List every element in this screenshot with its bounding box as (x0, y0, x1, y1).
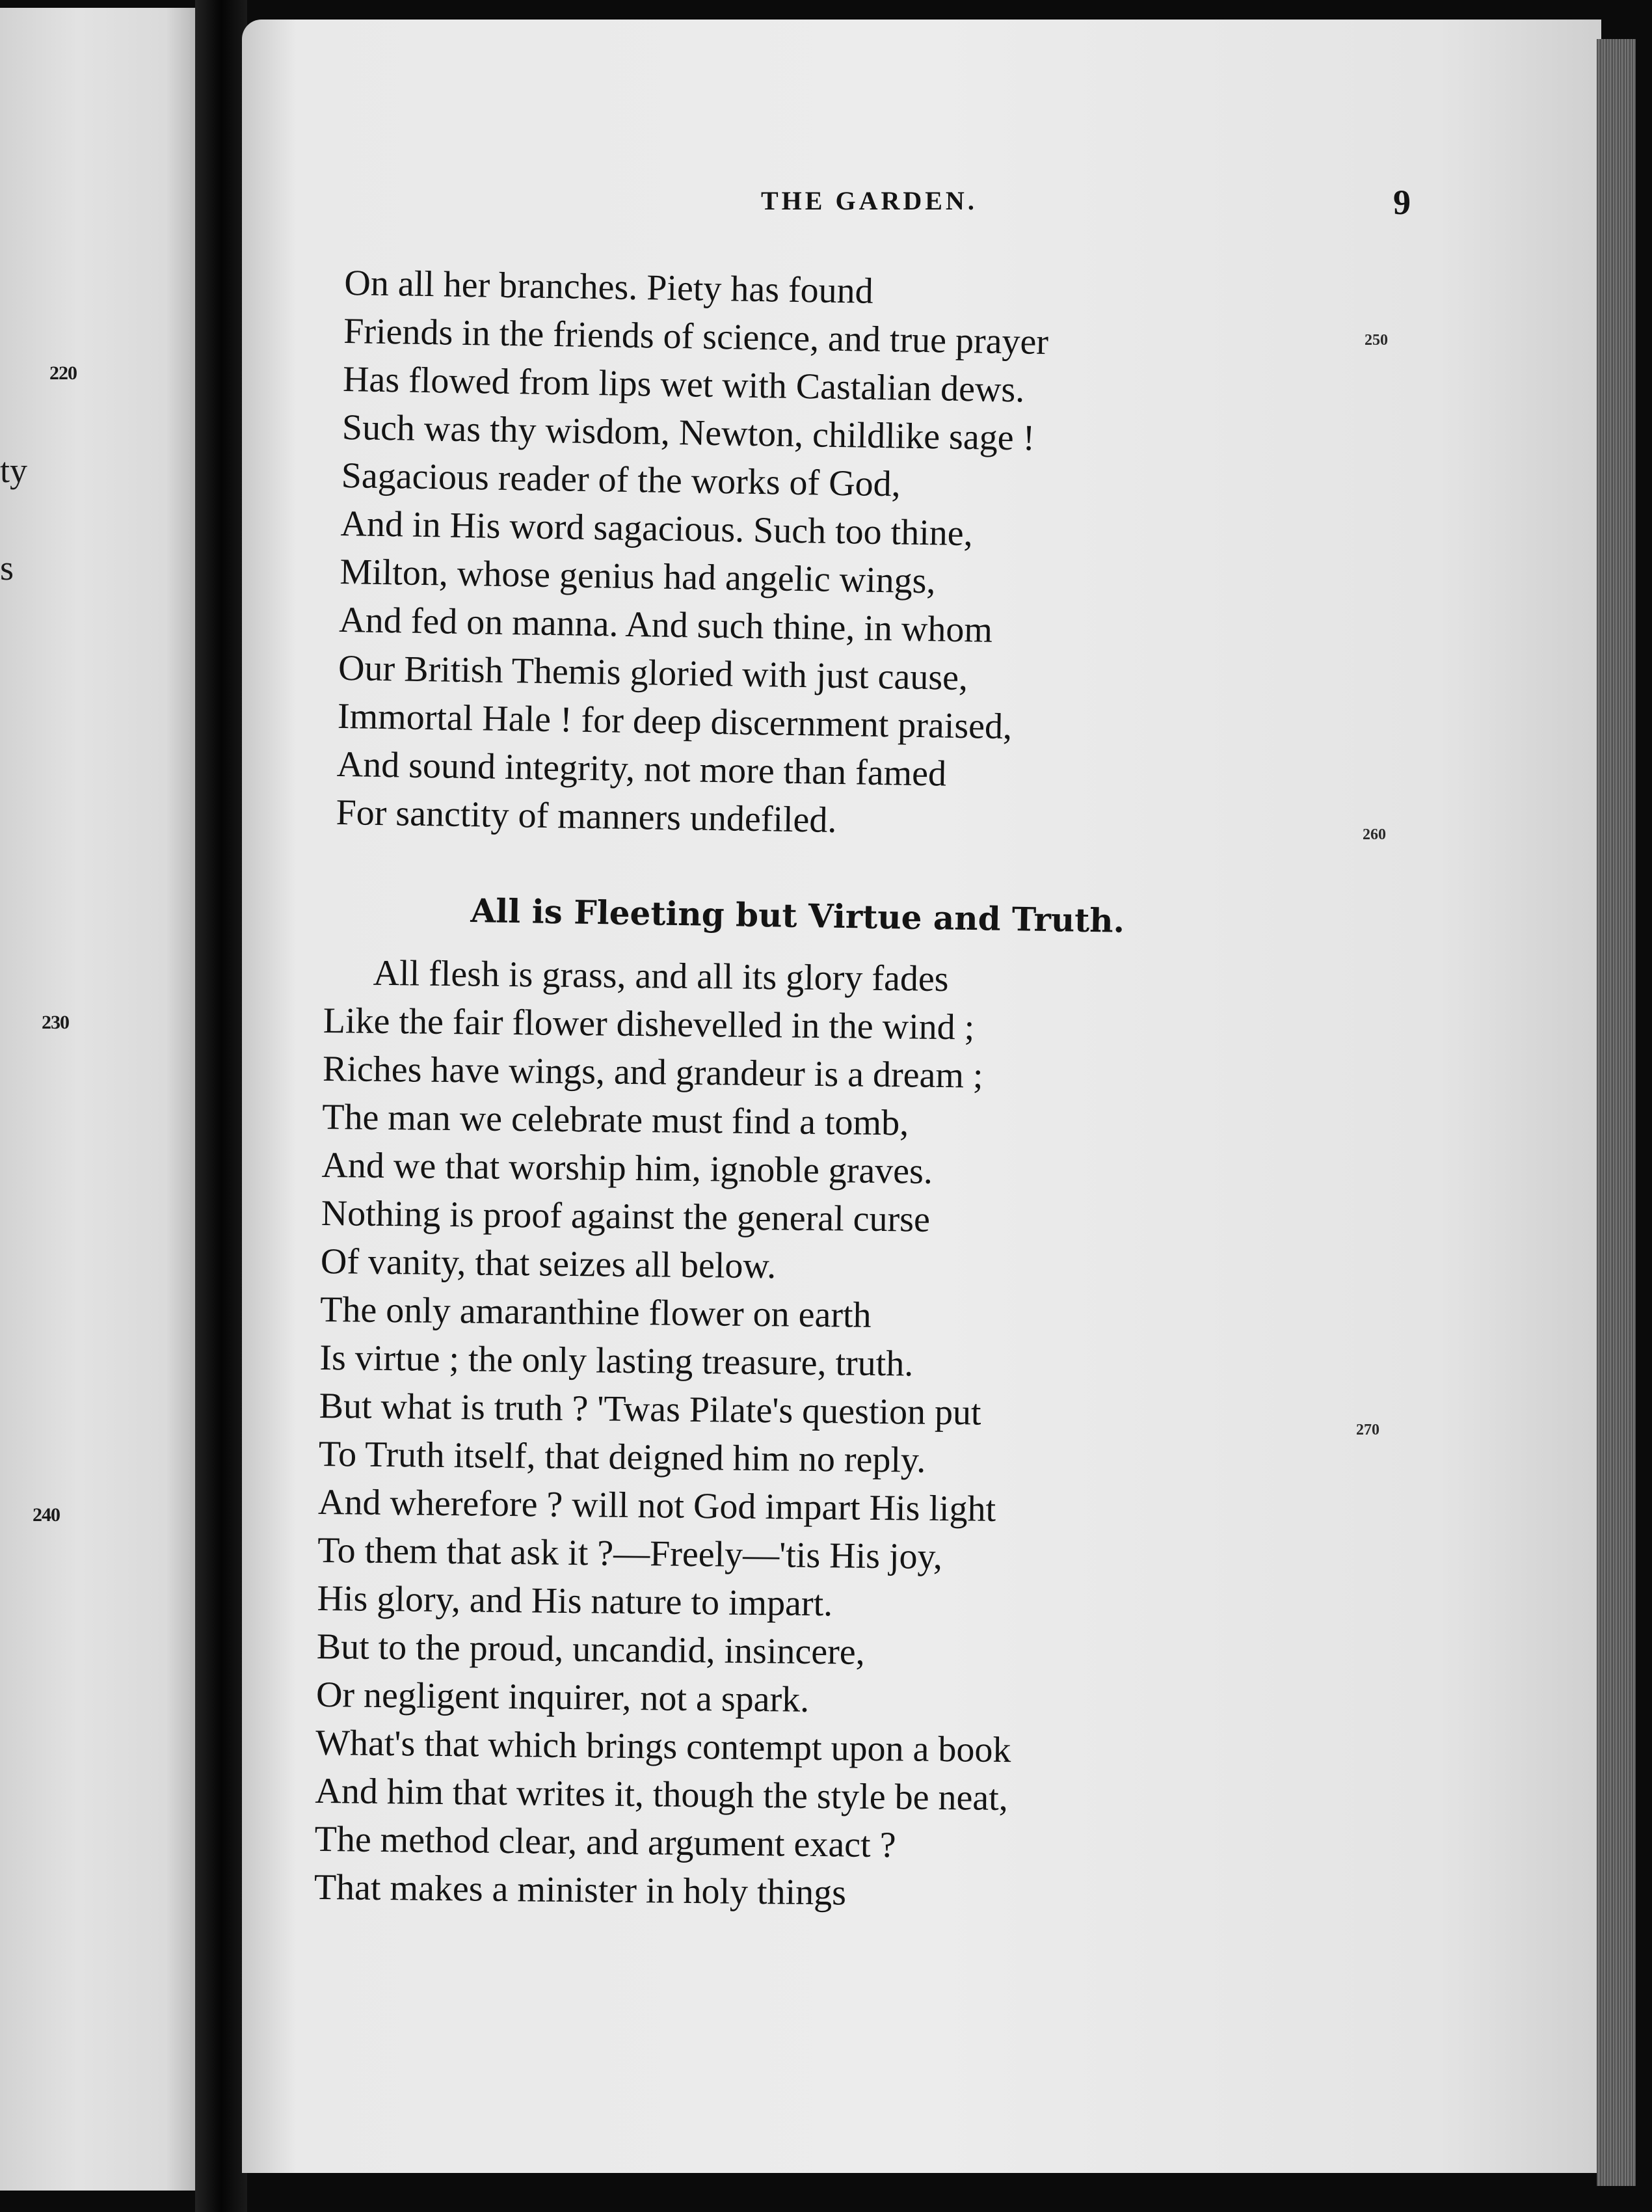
left-line-number-220: 220 (49, 362, 77, 384)
verse-line: But what is truth ? 'Twas Pilate's question put (319, 1385, 981, 1433)
binding-gutter (195, 0, 247, 2212)
verse-line: And in His word sagacious. Such too thine, (340, 503, 974, 554)
verse-line: And fed on manna. And such thine, in whom (338, 599, 993, 651)
margin-line-number-250: 250 (1365, 332, 1388, 349)
verse-line: On all her branches. Piety has found (343, 262, 874, 312)
left-facing-page (0, 8, 195, 2191)
verse-line: Our British Themis gloried with just cause, (338, 647, 968, 699)
running-head: THE GARDEN. (761, 186, 978, 215)
verse-line: Milton, whose genius had angelic wings, (339, 551, 936, 602)
verse-line: The method clear, and argument exact ? (314, 1818, 896, 1866)
verse-block-2 (314, 950, 1020, 1920)
verse-line: Riches have wings, and grandeur is a dream ; (322, 1048, 983, 1096)
page-edge (1597, 39, 1636, 2186)
verse-line: To Truth itself, that deigned him no reply. (318, 1433, 926, 1481)
verse-line: What's that which brings contempt upon a book (315, 1722, 1011, 1771)
verse-line: Has flowed from lips wet with Castalian dews. (342, 358, 1025, 411)
left-line-number-230: 230 (42, 1012, 69, 1033)
verse-line: The man we celebrate must find a tomb, (321, 1096, 909, 1144)
verse-line: Immortal Hale ! for deep discernment praised, (337, 695, 1013, 748)
verse-line: And wherefore ? will not God impart His light (317, 1481, 996, 1530)
verse-line: Friends in the friends of science, and true prayer (343, 310, 1049, 363)
verse-line: And we that worship him, ignoble graves. (321, 1144, 933, 1192)
margin-line-number-270: 270 (1356, 1422, 1379, 1438)
verse-line: Is virtue ; the only lasting treasure, truth. (319, 1337, 914, 1384)
verse-line: His glory, and His nature to impart. (317, 1578, 833, 1625)
verse-line: And sound integrity, not more than famed (336, 744, 947, 794)
verse-line: The only amaranthine flower on earth (319, 1289, 872, 1336)
left-text-fragment: s (0, 548, 14, 587)
verse-line: Such was thy wisdom, Newton, childlike sage ! (341, 407, 1035, 459)
verse-line: And him that writes it, though the style be neat, (315, 1770, 1009, 1819)
verse-block-1 (336, 260, 1050, 849)
left-line-number-240: 240 (33, 1504, 60, 1526)
verse-line: All flesh is grass, and all its glory fades (373, 952, 949, 1000)
verse-line: Nothing is proof against the general curse (321, 1193, 931, 1240)
verse-line: To them that ask it ?—Freely—'tis His joy, (317, 1530, 943, 1578)
verse-line: That makes a minister in holy things (313, 1867, 847, 1913)
left-text-fragment: ty (0, 451, 28, 490)
verse-line: For sanctity of manners undefiled. (336, 792, 837, 841)
margin-line-number-260: 260 (1363, 826, 1386, 843)
verse-line: But to the proud, uncandid, insincere, (316, 1626, 866, 1673)
verse-line: Or negligent inquirer, not a spark. (315, 1674, 810, 1720)
verse-line: Sagacious reader of the works of God, (341, 455, 901, 505)
section-title: All is Fleeting but Virtue and Truth. (470, 891, 1125, 940)
verse-line: Of vanity, that seizes all below. (320, 1241, 777, 1287)
page-number: 9 (1393, 183, 1411, 222)
verse-line: Like the fair flower dishevelled in the wind ; (323, 1000, 975, 1048)
